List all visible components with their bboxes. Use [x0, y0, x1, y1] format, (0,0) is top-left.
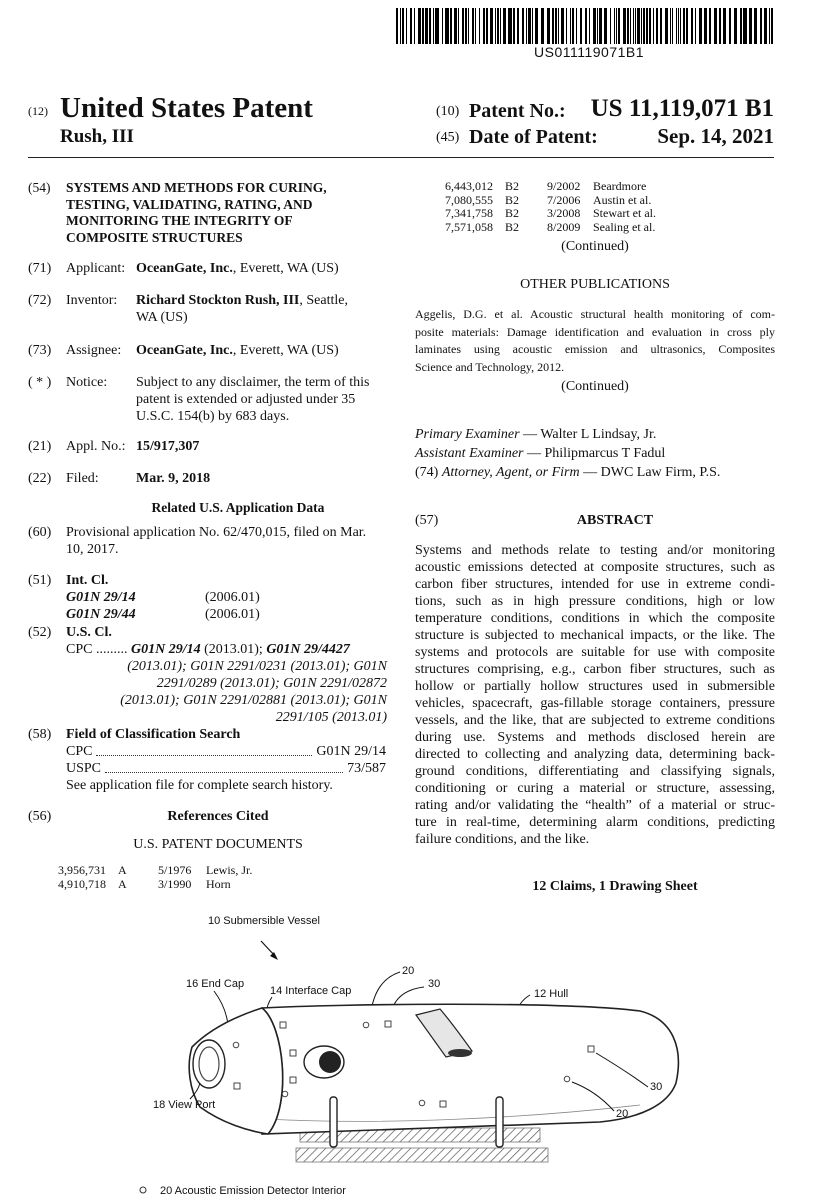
refs-heading: References Cited — [167, 809, 269, 824]
inventor-short: Rush, III — [60, 126, 134, 147]
notice-line: U.S.C. 154(b) by 683 days. — [136, 409, 290, 424]
table-row — [58, 864, 252, 878]
title-line: TESTING, VALIDATING, RATING, AND — [66, 196, 313, 212]
attorney-label: Attorney, Agent, or Firm — [441, 465, 580, 480]
inventor-name: Richard Stockton Rush, III — [136, 293, 300, 308]
intcl-class: G01N 29/44 — [66, 607, 136, 622]
provisional-code: (60) — [28, 525, 52, 540]
ref-date: 7/2006 — [547, 192, 581, 207]
notice-text — [136, 374, 391, 425]
top-fin-base — [448, 1049, 472, 1057]
assistant-examiner-label: Assistant Examiner — [415, 446, 524, 461]
other-publications-text — [415, 306, 775, 376]
detector-circle-icon — [564, 1076, 570, 1082]
abstract-line: Systems and methods relate to testing and/or monitoring — [415, 543, 775, 558]
abstract-line: carbon fiber structures, intended for use in extreme condi- — [415, 577, 775, 592]
detector-circle-icon — [419, 1100, 425, 1106]
support-leg — [496, 1097, 503, 1147]
title-line: MONITORING THE INTEGRITY OF — [66, 213, 293, 228]
date-label: Date of Patent: — [469, 126, 598, 148]
ref-name: Stewart et al. — [593, 206, 656, 220]
label-detector-20b: 20 — [616, 1108, 629, 1120]
abstract-line: during use. Systems and methods disclosed herein are — [415, 730, 775, 745]
detector-circle-icon — [363, 1022, 369, 1028]
abstract-line: tions, such as in high pressure conditions, high or low — [415, 594, 775, 609]
intcl-label: Int. Cl. — [66, 573, 109, 588]
ref-kind: A — [118, 876, 127, 891]
table-row — [445, 207, 656, 221]
ref-number: 6,443,012 — [445, 179, 493, 193]
vessel-arrowhead — [270, 952, 278, 960]
attorney-name: — DWC Law Firm, P.S. — [579, 465, 721, 480]
ref-number: 7,341,758 — [445, 206, 493, 220]
label-submersible-vessel: 10 Submersible Vessel — [208, 915, 320, 927]
uscl-line: 2291/0289 (2013.01); G01N 2291/02872 — [156, 676, 387, 691]
uscl-code: (52) — [28, 625, 52, 640]
label-hull: 12 Hull — [534, 988, 569, 1000]
assignee-location: , Everett, WA (US) — [232, 343, 339, 358]
abstract-line: failure conditions, and the like. — [415, 832, 590, 847]
abstract-line: structures comprising, e.g., carbon fiber structures, such as — [415, 662, 775, 677]
abstract-line: conditioning or curing a material or structure, assessing, — [415, 781, 775, 796]
header-divider — [28, 157, 774, 158]
assignee-value — [136, 342, 339, 359]
ref-kind: B2 — [505, 206, 520, 220]
legend-detector-icon — [140, 1187, 146, 1193]
support-base-front — [296, 1148, 548, 1162]
title-line: COMPOSITE STRUCTURES — [66, 229, 243, 245]
field-note: See application file for complete search history. — [66, 778, 333, 793]
abstract-heading: ABSTRACT — [576, 513, 654, 528]
abstract-line: vessels, and the like, that are subjected to extreme conditions — [415, 713, 775, 728]
uscl-line: (2013.01); G01N 2291/02881 (2013.01); G01N — [120, 693, 387, 708]
primary-examiner-name: — Walter L Lindsay, Jr. — [519, 427, 657, 442]
label-detector-20a: 20 — [402, 965, 415, 977]
abstract-line: vehicles, spacecraft, gas-fillable storage containers, pressure — [415, 696, 775, 711]
abstract-line: hollow or partially hollow structures used in submersible — [415, 679, 775, 694]
publication-line: laminates using acoustic emission and ultrasonics, Composites — [415, 342, 775, 356]
publication-line: Aggelis, D.G. et al. Acoustic structural health monitoring of com- — [415, 307, 775, 321]
appl-code: (21) — [28, 439, 52, 454]
table-row — [445, 221, 656, 235]
ref-kind: A — [118, 863, 127, 877]
ref-name: Austin et al. — [593, 192, 652, 207]
publication-line: posite materials: Damage identification and evaluation in cross ply — [415, 324, 775, 339]
applicant-name: OceanGate, Inc. — [136, 261, 233, 276]
code-12: (12) — [28, 104, 48, 118]
provisional-line: 10, 2017. — [66, 542, 119, 557]
field-uspc-label: USPC — [66, 761, 102, 776]
assignee-code: (73) — [28, 343, 52, 358]
uscl-class: G01N 29/14 — [130, 642, 201, 657]
applicant-location: , Everett, WA (US) — [232, 261, 339, 276]
intcl-class: G01N 29/14 — [66, 590, 136, 605]
provisional-line: Provisional application No. 62/470,015, filed on Mar. — [66, 525, 367, 540]
assistant-examiner-name: — Philipmarcus T Fadul — [523, 446, 666, 461]
support-leg — [330, 1097, 337, 1147]
table-row — [58, 878, 252, 892]
table-row — [445, 194, 656, 208]
sensor-square-icon — [290, 1050, 296, 1056]
title-code: (54) — [28, 180, 51, 195]
refs-subheading: U.S. PATENT DOCUMENTS — [133, 837, 303, 852]
label-end-cap: 16 End Cap — [186, 978, 245, 990]
detector-circle-icon — [282, 1091, 288, 1097]
ref-kind: B2 — [505, 179, 520, 193]
sensor-square-icon — [440, 1101, 446, 1107]
ref-date: 3/1990 — [158, 876, 192, 891]
title-line: SYSTEMS AND METHODS FOR CURING, — [66, 180, 327, 195]
abstract-line: rating and/or validating the “health” of a material or struc- — [415, 798, 775, 813]
ref-name: Lewis, Jr. — [206, 863, 253, 877]
attorney — [415, 464, 720, 481]
inventor-location-2: WA (US) — [136, 310, 188, 325]
header — [0, 0, 839, 160]
ref-name: Beardmore — [593, 179, 647, 193]
ref-date: 3/2008 — [547, 206, 581, 220]
ref-number: 3,956,731 — [58, 863, 106, 877]
sensor-square-icon — [234, 1083, 240, 1089]
ref-name: Sealing et al. — [593, 219, 656, 234]
primary-examiner — [415, 426, 656, 443]
continued-label: (Continued) — [561, 379, 629, 394]
submersible-drawing — [0, 905, 839, 1200]
abstract-line: directed to collecting and analyzing data, determining back- — [415, 747, 775, 762]
intcl-code: (51) — [28, 573, 52, 588]
uscl-class: G01N 29/4427 — [266, 642, 350, 657]
field-cpc-value: G01N 29/14 — [316, 744, 386, 759]
ref-name: Horn — [206, 876, 231, 891]
document-type: United States Patent — [60, 92, 313, 124]
inventor-value — [136, 292, 348, 309]
ref-date: 8/2009 — [547, 219, 581, 234]
intcl-version: (2006.01) — [205, 590, 260, 605]
references-table-right — [445, 180, 656, 234]
table-row — [445, 180, 656, 194]
filed-label: Filed: — [66, 471, 99, 486]
inventor-code: (72) — [28, 293, 52, 308]
notice-code: ( * ) — [28, 375, 52, 390]
invention-title — [66, 180, 386, 246]
label-interface-cap: 14 Interface Cap — [270, 985, 352, 997]
applicant-label: Applicant: — [66, 261, 126, 276]
inventor-location: , Seattle, — [299, 293, 348, 308]
field-uspc-value: 73/587 — [347, 761, 386, 776]
references-table-left — [58, 864, 252, 891]
abstract-line: ground conditions, differentiating and classifying signals, — [415, 764, 775, 779]
uscl-line — [66, 641, 387, 658]
assignee-name: OceanGate, Inc. — [136, 343, 233, 358]
abstract-code: (57) — [415, 513, 439, 528]
uscl-label: U.S. Cl. — [66, 625, 112, 640]
view-port-inner — [199, 1047, 219, 1081]
ref-number: 4,910,718 — [58, 876, 106, 891]
filed-date: Mar. 9, 2018 — [136, 471, 211, 486]
patent-number: US 11,119,071 B1 — [590, 95, 774, 122]
label-view-port: 18 View Port — [153, 1099, 216, 1111]
publication-line: Science and Technology, 2012. — [415, 359, 565, 374]
appl-number: 15/917,307 — [136, 439, 200, 454]
sensor-square-icon — [290, 1077, 296, 1083]
legend-text: 20 Acoustic Emission Detector Interior — [160, 1185, 346, 1197]
attorney-code: (74) — [415, 465, 439, 480]
ref-date: 5/1976 — [158, 863, 192, 877]
claims-summary: 12 Claims, 1 Drawing Sheet — [532, 879, 698, 894]
patent-no-label: Patent No.: — [469, 100, 566, 122]
filed-code: (22) — [28, 471, 52, 486]
ref-number: 7,571,058 — [445, 219, 493, 234]
other-publications-heading: OTHER PUBLICATIONS — [520, 277, 670, 292]
related-heading: Related U.S. Application Data — [151, 500, 325, 515]
uscl-line: 2291/105 (2013.01) — [275, 710, 387, 725]
code-45: (45) — [436, 130, 460, 145]
ref-kind: B2 — [505, 219, 520, 234]
label-sensor-30a: 30 — [428, 978, 441, 990]
detector-circle-icon — [233, 1042, 239, 1048]
assignee-label: Assignee: — [66, 343, 122, 358]
abstract-text — [415, 542, 775, 848]
uscl-text: (2013.01); — [200, 642, 267, 657]
sensor-square-icon — [280, 1022, 286, 1028]
intcl-version: (2006.01) — [205, 607, 260, 622]
primary-examiner-label: Primary Examiner — [415, 427, 520, 442]
side-window-inner — [319, 1051, 341, 1073]
uscl-cpc-prefix: CPC ......... — [66, 642, 128, 657]
abstract-line: acoustic emissions detected at composite structures, such as — [415, 560, 775, 575]
sensor-square-icon — [588, 1046, 594, 1052]
field-cpc — [66, 743, 386, 760]
uscl-line: (2013.01); G01N 2291/0231 (2013.01); G01N — [127, 659, 387, 674]
refs-code: (56) — [28, 809, 52, 824]
applicant-code: (71) — [28, 261, 52, 276]
abstract-line: ture in real-time, determining alarm conditions, predicting — [415, 815, 775, 830]
provisional-text — [66, 524, 391, 558]
field-code: (58) — [28, 727, 52, 742]
continued-label: (Continued) — [561, 239, 629, 254]
field-uspc — [66, 760, 386, 777]
ref-number: 7,080,555 — [445, 192, 493, 207]
barcode-number: US011119071B1 — [534, 44, 645, 60]
field-cpc-label: CPC — [66, 744, 93, 759]
label-sensor-30b: 30 — [650, 1081, 663, 1093]
ref-kind: B2 — [505, 192, 520, 207]
assistant-examiner — [415, 445, 665, 462]
notice-line: Subject to any disclaimer, the term of this — [136, 375, 370, 390]
field-label: Field of Classification Search — [66, 727, 241, 742]
code-10: (10) — [436, 104, 460, 119]
abstract-line: systems and protocols are suitable for use with composite — [415, 645, 775, 660]
abstract-line: structure is subjected to mechanical impacts, or the like. The — [415, 628, 775, 643]
notice-label: Notice: — [66, 375, 108, 390]
patent-date: Sep. 14, 2021 — [657, 124, 774, 148]
abstract-line: temperature conditions, conditions in which the composite — [415, 611, 775, 626]
end-cap-leader — [214, 991, 228, 1025]
sensor-square-icon — [385, 1021, 391, 1027]
notice-line: patent is extended or adjusted under 35 — [136, 392, 356, 407]
ref-date: 9/2002 — [547, 179, 581, 193]
appl-label: Appl. No.: — [66, 439, 126, 454]
inventor-label: Inventor: — [66, 293, 118, 308]
applicant-value — [136, 260, 339, 277]
